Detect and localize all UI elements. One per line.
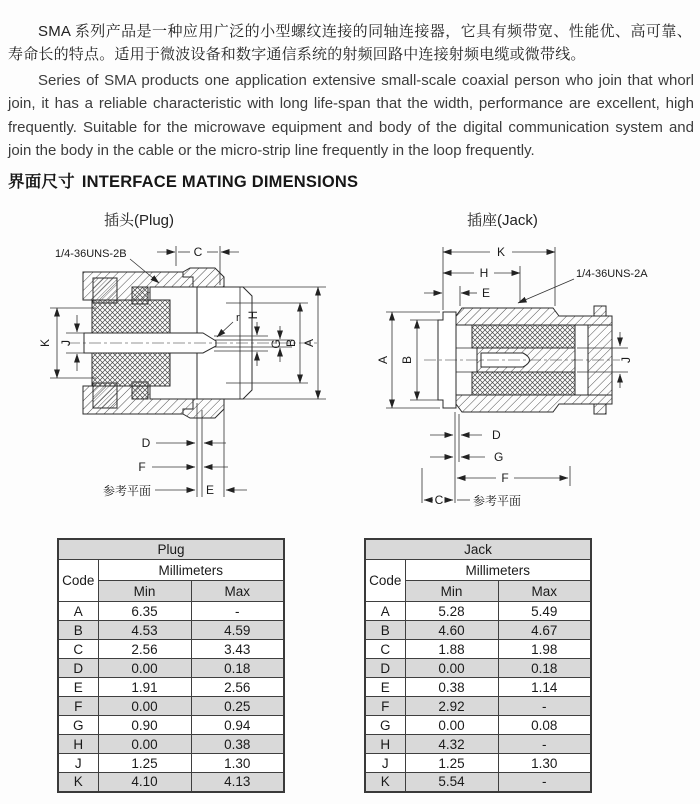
plug-dim-D: D: [141, 436, 151, 450]
plug-table-row: [58, 621, 284, 640]
plug-table-row: [58, 697, 284, 716]
jack-table-row: [365, 735, 591, 754]
jack-max-cell: 5.49: [498, 602, 591, 621]
plug-table-row: [58, 754, 284, 773]
jack-max-cell: 1.30: [498, 754, 591, 773]
plug-table-row: [58, 735, 284, 754]
jack-max-cell: -: [498, 697, 591, 716]
intro-paragraph-chinese: SMA 系列产品是一种应用广泛的小型螺纹连接的同轴连接器，它具有频带宽、性能优、高可靠、寿命长的特点。适用于微波设备和数字通信系统的射频回路中连接射频电缆或微带线。: [8, 23, 692, 63]
jack-dim-J: J: [619, 357, 633, 363]
plug-min-cell: 0.00: [98, 659, 191, 678]
plug-max-cell: 0.94: [191, 716, 284, 735]
jack-dim-A: A: [376, 355, 390, 365]
jack-code-cell: J: [365, 754, 405, 773]
plug-max-cell: 2.56: [191, 678, 284, 697]
jack-table-row: [365, 678, 591, 697]
plug-code-cell: J: [58, 754, 98, 773]
plug-code-cell: H: [58, 735, 98, 754]
plug-dim-F: F: [138, 460, 146, 474]
jack-table-row: [365, 602, 591, 621]
jack-code-cell: F: [365, 697, 405, 716]
plug-thread-label: 1/4-36UNS-2B: [55, 248, 127, 260]
plug-dim-B: B: [284, 338, 298, 348]
jack-max-cell: 0.18: [498, 659, 591, 678]
plug-table-code-header: Code: [58, 560, 98, 602]
jack-dimensions-table: [364, 538, 592, 793]
jack-max-cell: 1.98: [498, 640, 591, 659]
plug-max-cell: 4.13: [191, 773, 284, 792]
jack-code-cell: A: [365, 602, 405, 621]
jack-dim-H: H: [479, 266, 489, 280]
jack-min-cell: 1.25: [405, 754, 498, 773]
plug-min-cell: 1.25: [98, 754, 191, 773]
plug-dielectric-lower: [92, 353, 170, 386]
plug-dim-H: H: [246, 310, 260, 320]
plug-min-cell: 0.00: [98, 735, 191, 754]
plug-max-cell: 0.25: [191, 697, 284, 716]
intro-paragraph-english: Series of SMA products one application extensive small-scale coaxial person who join that whorl join, it has a reliable characteristic with long life-span that the width, performance are excellent, high frequently. Suitable for the microwave equipment and body of the digital communication system and join the body in the cable or the micro-strip line frequently in the loop frequently.: [8, 72, 694, 160]
jack-dim-B: B: [400, 355, 414, 365]
plug-dimensions-table: [57, 538, 285, 793]
plug-table-min-header: Min: [98, 581, 191, 602]
jack-table-row: [365, 621, 591, 640]
jack-rear-lug-upper: [594, 306, 606, 316]
jack-table-row: [365, 640, 591, 659]
plug-min-cell: 4.53: [98, 621, 191, 640]
jack-min-cell: 0.00: [405, 659, 498, 678]
jack-table-row: [365, 754, 591, 773]
plug-max-cell: 4.59: [191, 621, 284, 640]
jack-min-cell: 4.60: [405, 621, 498, 640]
plug-table-row: [58, 659, 284, 678]
plug-dielectric-upper: [92, 300, 170, 333]
plug-code-cell: K: [58, 773, 98, 792]
jack-table-min-header: Min: [405, 581, 498, 602]
plug-min-cell: 4.10: [98, 773, 191, 792]
plug-code-cell: G: [58, 716, 98, 735]
jack-table-code-header: Code: [365, 560, 405, 602]
plug-table-body: [58, 602, 284, 792]
plug-dim-G: G: [269, 339, 283, 349]
plug-max-cell: -: [191, 602, 284, 621]
plug-knurl-upper: [93, 278, 117, 303]
jack-code-cell: K: [365, 773, 405, 792]
plug-table-row: [58, 602, 284, 621]
jack-table-body: [365, 602, 591, 792]
plug-dim-J: J: [59, 340, 73, 346]
jack-code-cell: C: [365, 640, 405, 659]
jack-dim-F: F: [501, 471, 509, 485]
jack-dim-C: C: [434, 493, 444, 507]
plug-table-title: Plug: [58, 539, 284, 560]
section-heading-en: INTERFACE MATING DIMENSIONS: [81, 173, 359, 191]
jack-table-units-header: Millimeters: [405, 560, 591, 581]
plug-code-cell: C: [58, 640, 98, 659]
jack-body-upper: [456, 308, 612, 325]
plug-max-cell: 3.43: [191, 640, 284, 659]
jack-dielectric-lower: [472, 372, 575, 395]
plug-ref-plane-label: 参考平面: [103, 484, 152, 498]
jack-table-title: Jack: [365, 539, 591, 560]
jack-dielectric-upper: [472, 325, 575, 348]
plug-dim-E: E: [205, 483, 215, 497]
jack-code-cell: B: [365, 621, 405, 640]
jack-min-cell: 0.38: [405, 678, 498, 697]
jack-table-row: [365, 659, 591, 678]
jack-ref-plane-label: 参考平面: [473, 494, 522, 508]
plug-knurl-lower: [93, 383, 117, 408]
plug-min-cell: 0.00: [98, 697, 191, 716]
jack-thread-label: 1/4-36UNS-2A: [576, 268, 648, 280]
jack-table-max-header: Max: [498, 581, 591, 602]
jack-min-cell: 4.32: [405, 735, 498, 754]
plug-code-cell: F: [58, 697, 98, 716]
plug-max-cell: 1.30: [191, 754, 284, 773]
plug-code-cell: E: [58, 678, 98, 697]
section-heading-cn: 界面尺寸: [8, 173, 75, 191]
plug-code-cell: B: [58, 621, 98, 640]
jack-code-cell: G: [365, 716, 405, 735]
plug-caption: 插头(Plug): [104, 212, 175, 229]
jack-max-cell: -: [498, 735, 591, 754]
jack-min-cell: 0.00: [405, 716, 498, 735]
jack-max-cell: 1.14: [498, 678, 591, 697]
jack-body-lower: [456, 395, 612, 412]
jack-code-cell: H: [365, 735, 405, 754]
plug-table-row: [58, 678, 284, 697]
jack-dim-D: D: [492, 428, 501, 442]
plug-table-units-header: Millimeters: [98, 560, 284, 581]
jack-drawing: [424, 306, 620, 414]
jack-max-cell: 4.67: [498, 621, 591, 640]
jack-rear-lug-lower: [594, 404, 606, 414]
jack-max-cell: 0.08: [498, 716, 591, 735]
plug-code-cell: A: [58, 602, 98, 621]
plug-max-cell: 0.38: [191, 735, 284, 754]
plug-dim-A: A: [302, 338, 316, 348]
jack-min-cell: 5.54: [405, 773, 498, 792]
plug-table-row: [58, 640, 284, 659]
jack-max-cell: -: [498, 773, 591, 792]
jack-table-row: [365, 773, 591, 792]
plug-dim-C: C: [193, 245, 203, 259]
jack-table-row: [365, 697, 591, 716]
jack-caption: 插座(Jack): [467, 212, 538, 229]
plug-min-cell: 1.91: [98, 678, 191, 697]
plug-min-cell: 2.56: [98, 640, 191, 659]
plug-code-cell: D: [58, 659, 98, 678]
jack-dim-E: E: [481, 286, 491, 300]
plug-dim-K: K: [38, 338, 52, 348]
jack-dim-G: G: [494, 450, 504, 464]
jack-min-cell: 5.28: [405, 602, 498, 621]
jack-min-cell: 1.88: [405, 640, 498, 659]
plug-max-cell: 0.18: [191, 659, 284, 678]
jack-dim-K: K: [496, 245, 506, 259]
jack-code-cell: E: [365, 678, 405, 697]
plug-min-cell: 6.35: [98, 602, 191, 621]
jack-table-row: [365, 716, 591, 735]
plug-radius-label: r: [236, 312, 240, 324]
interface-dimension-drawings: [0, 230, 700, 530]
plug-table-row: [58, 716, 284, 735]
section-heading: [8, 168, 358, 192]
jack-code-cell: D: [365, 659, 405, 678]
plug-table-max-header: Max: [191, 581, 284, 602]
plug-min-cell: 0.90: [98, 716, 191, 735]
jack-min-cell: 2.92: [405, 697, 498, 716]
plug-table-row: [58, 773, 284, 792]
